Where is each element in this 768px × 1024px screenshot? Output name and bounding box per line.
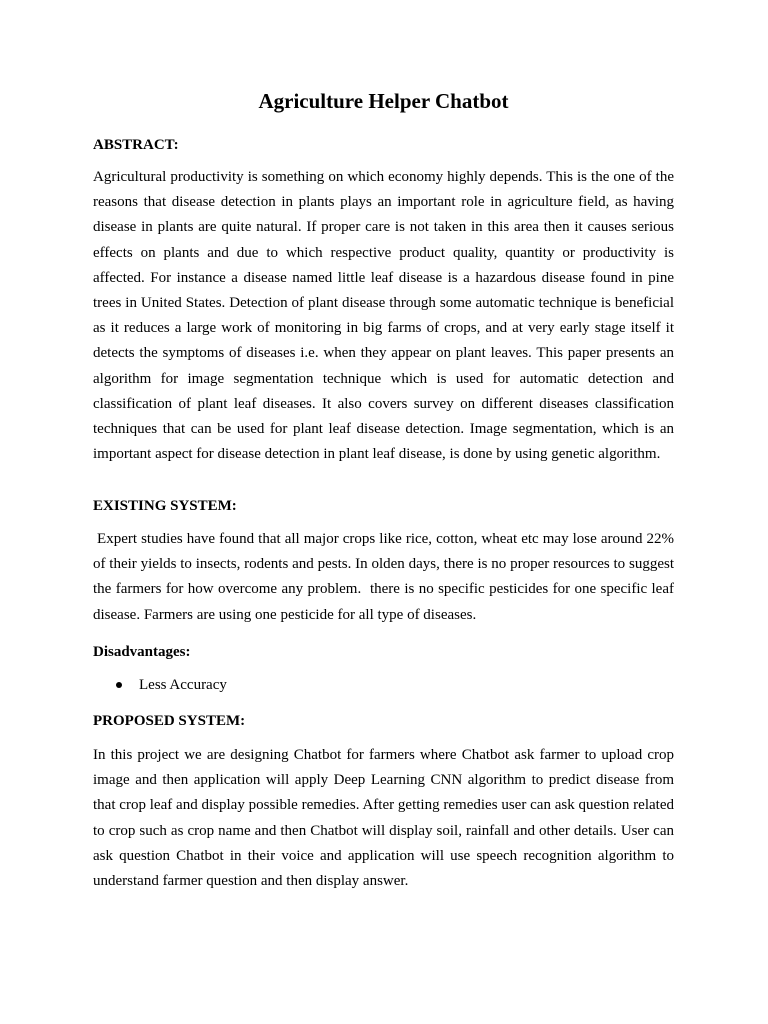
- disadvantages-heading: Disadvantages:: [93, 644, 191, 660]
- document-title: Agriculture Helper Chatbot: [258, 89, 509, 113]
- abstract-heading: ABSTRACT:: [93, 137, 179, 153]
- abstract-paragraph: Agricultural productivity is something on which economy highly depends. This is the one of the reasons that disease detection in plants plays an important role in agriculture field, as having disease in plants are quite natural. If proper care is not taken in this area then it causes serious effects on plants and due to which respective product quality, quantity or productivity is affected. For instance a disease named little leaf disease is a hazardous disease found in pine trees in United States. Detection of plant disease through some automatic technique is beneficial as it reduces a large work of monitoring in big farms of crops, and at very early stage itself it detects the symptoms of diseases i.e. when they appear on plant leaves. This paper presents an algorithm for image segmentation technique which is used for automatic detection and classification of plant leaf diseases. It also covers survey on different diseases classification techniques that can be used for plant leaf disease detection. Image segmentation, which is an important aspect for disease detection in plant leaf disease, is done by using genetic algorithm.: [93, 169, 674, 463]
- existing-system-heading: EXISTING SYSTEM:: [93, 498, 237, 514]
- bullet-icon: [116, 682, 122, 688]
- disadvantages-list: [93, 676, 227, 694]
- proposed-system-paragraph: In this project we are designing Chatbot for farmers where Chatbot ask farmer to upload crop image and then application will apply Deep Learning CNN algorithm to predict disease from that crop leaf and display possible remedies. After getting remedies user can ask question related to crop such as crop name and then Chatbot will display soil, rainfall and other details. User can ask question Chatbot in their voice and application will use speech recognition algorithm to understand farmer question and then display answer.: [93, 747, 674, 890]
- proposed-system-heading: PROPOSED SYSTEM:: [93, 713, 246, 729]
- list-item-text: Less Accuracy: [139, 677, 227, 693]
- existing-system-paragraph: Expert studies have found that all major crops like rice, cotton, wheat etc may lose around 22% of their yields to insects, rodents and pests. In olden days, there is no proper resources to suggest the farmers for how overcome any problem. there is no specific pesticides for one specific leaf disease. Farmers are using one pesticide for all type of diseases.: [93, 531, 678, 623]
- list-item: [93, 676, 227, 694]
